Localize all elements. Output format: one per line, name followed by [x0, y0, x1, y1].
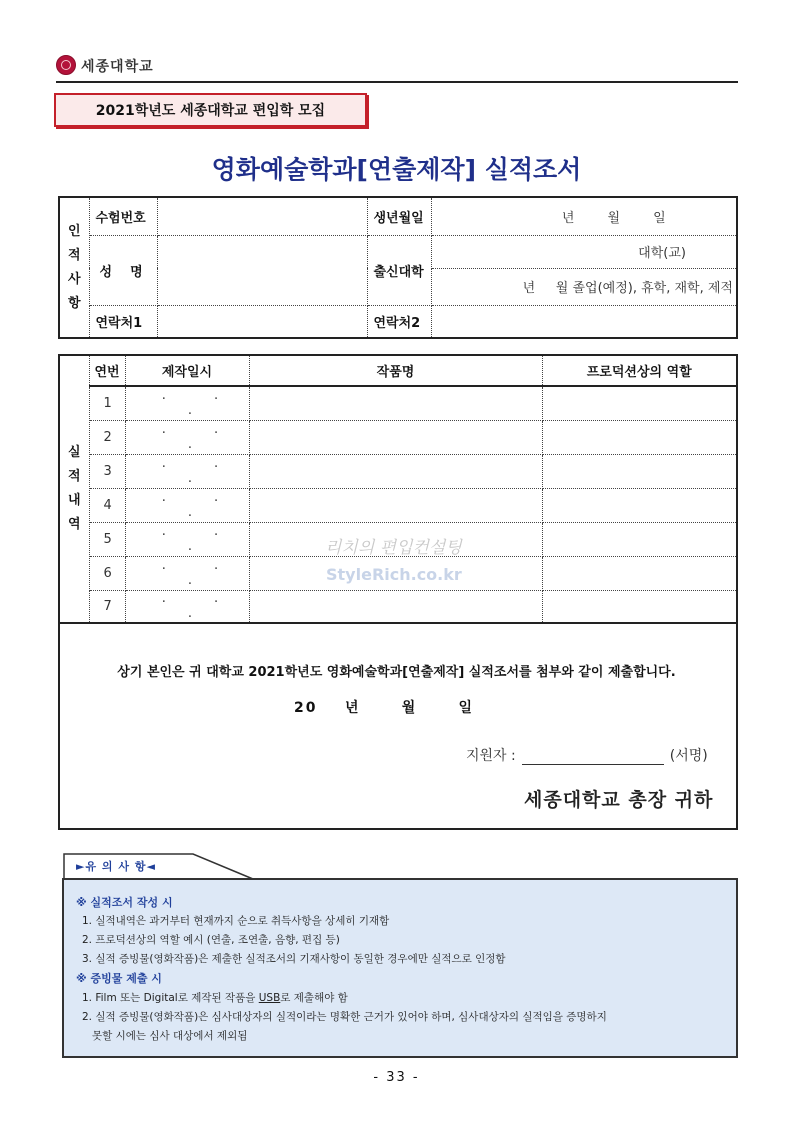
applicant-label: 지원자 : [466, 748, 516, 764]
role-field[interactable] [542, 590, 737, 623]
contact1-label: 연락처1 [89, 305, 157, 338]
exam-no-field[interactable] [157, 197, 367, 235]
date-field[interactable]: . . . [125, 488, 249, 522]
watermark-text: 리치의 편입컨설팅 [325, 538, 462, 558]
records-section-label: 실 적 내 역 [59, 355, 89, 623]
table-row [59, 488, 737, 522]
header-divider [56, 81, 738, 83]
note-item: 2. 프로덕션상의 역할 예시 (연출, 조연출, 음향, 편집 등) [82, 934, 340, 946]
row-number: 1 [89, 386, 125, 420]
row-number: 4 [89, 488, 125, 522]
col-header-no: 연번 [89, 355, 125, 386]
date-field[interactable]: . . . [125, 556, 249, 590]
recruitment-banner: 2021학년도 세종대학교 편입학 모집 [54, 93, 367, 127]
contact1-field[interactable] [157, 305, 367, 338]
notes-tab-label: ►유 의 사 항◄ [76, 860, 156, 873]
declaration-date: 20 년 월 일 [294, 700, 475, 716]
note-item: 3. 실적 증빙물(영화작품)은 제출한 실적조서의 기재사항이 동일한 경우에만 실적으로 인정함 [82, 953, 506, 965]
title-field[interactable] [249, 386, 542, 420]
col-header-title: 작품명 [249, 355, 542, 386]
notes-section-heading: ※ 증빙물 제출 시 [76, 972, 162, 985]
row-number: 2 [89, 420, 125, 454]
birth-label: 생년월일 [367, 197, 431, 235]
watermark-url: StyleRich.co.kr [326, 565, 462, 584]
note-item-continued: 못할 시에는 심사 대상에서 제외됨 [92, 1030, 248, 1042]
birth-field[interactable]: 년 월 일 [431, 197, 737, 235]
row-number: 3 [89, 454, 125, 488]
table-row [59, 454, 737, 488]
graduation-status[interactable]: 년 월 졸업(예정), 휴학, 재학, 제적 [431, 268, 737, 305]
date-field[interactable]: . . . [125, 454, 249, 488]
declaration-statement: 상기 본인은 귀 대학교 2021학년도 영화예술학과[연출제작] 실적조서를 첨부와 같이 제출합니다. [117, 665, 676, 680]
page-title: 영화예술학과[연출제작] 실적조서 [211, 155, 582, 184]
date-field[interactable]: . . . [125, 590, 249, 623]
date-field[interactable]: . . . [125, 386, 249, 420]
title-field[interactable] [249, 590, 542, 623]
name-field[interactable] [157, 235, 367, 305]
title-field[interactable] [249, 420, 542, 454]
exam-no-label: 수험번호 [89, 197, 157, 235]
addressee: 세종대학교 총장 귀하 [524, 789, 714, 811]
title-field[interactable] [249, 454, 542, 488]
table-row [59, 590, 737, 623]
usb-text: USB [258, 992, 281, 1004]
note-item: 2. 실적 증빙물(영화작품)은 심사대상자의 실적이라는 명확한 근거가 있어야 하며, 심사대상자의 실적임을 증명하지 [82, 1011, 607, 1023]
date-field[interactable]: . . . [125, 522, 249, 556]
date-field[interactable]: . . . [125, 420, 249, 454]
applicant-signature-line [466, 745, 708, 765]
title-field[interactable] [249, 488, 542, 522]
page-number: - 33 - [373, 1070, 420, 1085]
note-item: 1. Film 또는 Digital로 제작된 작품을 USB로 제출해야 함 [82, 992, 348, 1004]
role-field[interactable] [542, 386, 737, 420]
role-field[interactable] [542, 454, 737, 488]
univ-label: 출신대학 [367, 235, 431, 305]
sign-label: (서명) [669, 748, 708, 764]
personal-info-table [58, 196, 738, 339]
role-field[interactable] [542, 488, 737, 522]
row-number: 7 [89, 590, 125, 623]
university-logo-icon [56, 55, 76, 75]
contact2-field[interactable] [431, 305, 737, 338]
role-field[interactable] [542, 556, 737, 590]
univ-field[interactable]: 대학(교) [431, 235, 737, 268]
row-number: 5 [89, 522, 125, 556]
col-header-role: 프로덕션상의 역할 [542, 355, 737, 386]
col-header-date: 제작일시 [125, 355, 249, 386]
table-row [59, 386, 737, 420]
signature-field[interactable] [522, 750, 664, 765]
personal-section-label: 인 적 사 항 [59, 197, 89, 338]
row-number: 6 [89, 556, 125, 590]
notes-section-heading: ※ 실적조서 작성 시 [76, 896, 173, 909]
role-field[interactable] [542, 420, 737, 454]
role-field[interactable] [542, 522, 737, 556]
table-row [59, 420, 737, 454]
university-name: 세종대학교 [81, 59, 154, 75]
name-label: 성 명 [89, 235, 157, 305]
contact2-label: 연락처2 [367, 305, 431, 338]
note-item: 1. 실적내역은 과거부터 현재까지 순으로 취득사항을 상세히 기재함 [82, 915, 390, 927]
